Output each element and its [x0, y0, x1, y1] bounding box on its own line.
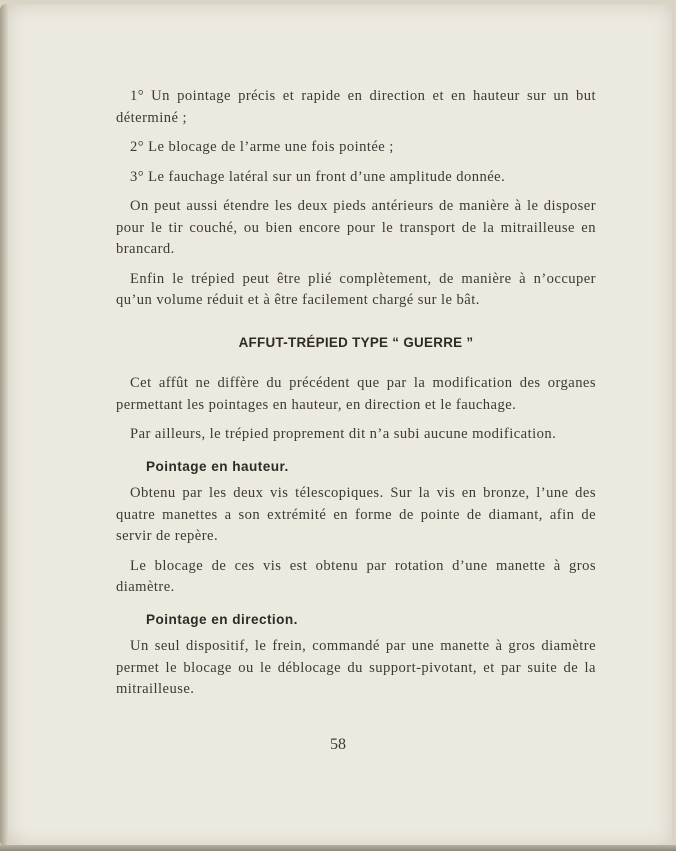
subheading-direction-aiming: Pointage en direction.: [146, 611, 298, 627]
paragraph-telescopic-screws: Obtenu par les deux vis télescopiques. Sur la vis en bronze, l’une des quatre manettes a son extrémité en forme de pointe de diamant, afin de servir de repère.: [116, 485, 596, 544]
paragraph-extend-feet: On peut aussi étendre les deux pieds antérieurs de manière à le disposer pour le tir couché, ou bien encore pour le transport de la mitrailleuse en brancard.: [116, 198, 596, 257]
list-item-3: 3° Le fauchage latéral sur un front d’une amplitude donnée.: [130, 168, 506, 185]
subheading-height-aiming: Pointage en hauteur.: [146, 458, 289, 474]
paragraph-tripod-unchanged: Par ailleurs, le trépied proprement dit n’a subi aucune modification.: [130, 426, 557, 442]
paragraph-brake-device: Un seul dispositif, le frein, commandé par une manette à gros diamètre permet le blocage ou le déblocage du support-pivotant, et par suite de la mitrailleuse.: [116, 638, 596, 697]
paragraph-screw-locking: Le blocage de ces vis est obtenu par rotation d’une manette à gros diamètre.: [116, 557, 596, 595]
page-text: [116, 86, 596, 709]
page-bottom-edge: [0, 845, 676, 851]
section-title: AFFUT-TRÉPIED TYPE “ GUERRE ”: [238, 334, 474, 350]
paragraph-difference: Cet affût ne diffère du précédent que par la modification des organes permettant les pointages en hauteur, en direction et le fauchage.: [116, 375, 596, 413]
page-number: 58: [330, 736, 346, 753]
list-item-1: 1° Un pointage précis et rapide en direction et en hauteur sur un but déterminé ;: [116, 88, 596, 126]
list-item-2: 2° Le blocage de l’arme une fois pointée ;: [130, 139, 394, 155]
paragraph-fold-tripod: Enfin le trépied peut être plié complètement, de manière à n’occuper qu’un volume réduit et à être facilement chargé sur le bât.: [116, 270, 596, 308]
